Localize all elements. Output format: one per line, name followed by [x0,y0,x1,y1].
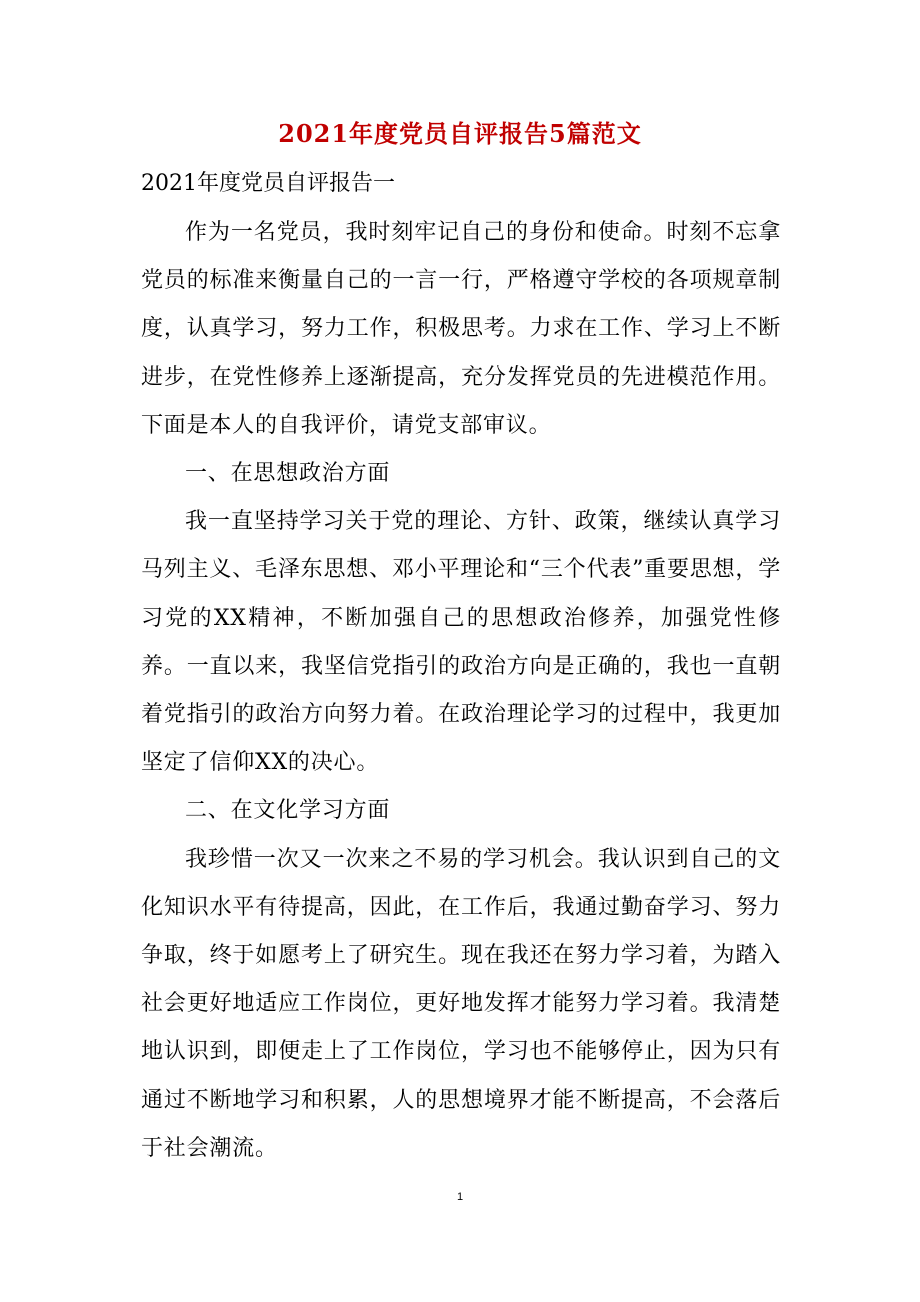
document-body [141,209,781,1173]
politics-paragraph: 我一直坚持学习关于党的理论、方针、政策，继续认真学习马列主义、毛泽东思想、邓小平理论和“三个代表”重要思想，学习党的XX精神，不断加强自己的思想政治修养，加强党性修养。一直以来，我坚信党指引的政治方向是正确的，我也一直朝着党指引的政治方向努力着。在政治理论学习的过程中，我更加坚定了信仰XX的决心。 [141,509,781,776]
culture-paragraph: 我珍惜一次又一次来之不易的学习机会。我认识到自己的文化知识水平有待提高，因此，在工作后，我通过勤奋学习、努力争取，终于如愿考上了研究生。现在我还在努力学习着，为踏入社会更好地适应工作岗位，更好地发挥才能努力学习着。我清楚地认识到，即便走上了工作岗位，学习也不能够停止，因为只有通过不断地学习和积累，人的思想境界才能不断提高，不会落后于社会潮流。 [141,846,781,1161]
page-number: 1 [456,1191,464,1203]
heading-culture: 二、在文化学习方面 [185,798,391,824]
section-title: 2021年度党员自评报告一 [141,171,395,196]
heading-politics: 一、在思想政治方面 [185,461,391,487]
document-title: 2021年度党员自评报告5篇范文 [278,119,642,148]
intro-paragraph: 作为一名党员，我时刻牢记自己的身份和使命。时刻不忘拿党员的标准来衡量自己的一言一行，严格遵守学校的各项规章制度，认真学习，努力工作，积极思考。力求在工作、学习上不断进步，在党性修养上逐渐提高，充分发挥党员的先进模范作用。下面是本人的自我评价，请党支部审议。 [141,220,781,438]
